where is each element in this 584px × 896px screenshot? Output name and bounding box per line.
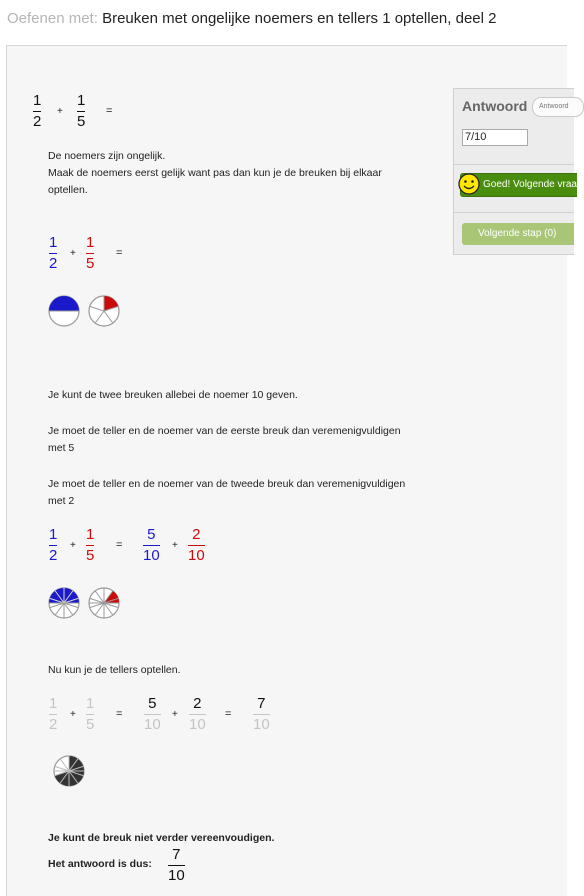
step2-fraction-1 — [49, 526, 57, 565]
problem-fraction-2 — [77, 92, 85, 131]
numerator: 1 — [49, 234, 58, 251]
step3-fraction-4 — [189, 695, 206, 734]
denominator: 5 — [86, 547, 95, 564]
equals-sign: = — [106, 105, 113, 117]
plus-sign: + — [70, 709, 76, 720]
divider — [454, 164, 574, 165]
equals-sign: = — [225, 708, 232, 720]
header-bar — [0, 0, 562, 34]
numerator: 5 — [148, 695, 157, 712]
step2-line: Je moet de teller en de noemer van de tweede breuk dan veremenigvuldigen — [48, 478, 406, 490]
equals-sign: = — [116, 247, 123, 259]
numerator: 1 — [77, 92, 86, 109]
numerator: 2 — [193, 695, 202, 712]
step1-fraction-1 — [49, 234, 57, 273]
half-pie-icon — [48, 295, 82, 329]
exercise-title — [7, 10, 496, 27]
step3-fraction-3 — [144, 695, 161, 734]
denominator: 10 — [144, 716, 161, 733]
plus-sign: + — [172, 540, 178, 551]
numerator: 1 — [86, 695, 95, 712]
step2-fraction-3 — [143, 526, 160, 565]
step3-fraction-1 — [49, 695, 57, 734]
problem-fraction-1 — [33, 92, 41, 131]
correct-next-question-button[interactable]: Goed! Volgende vraag — [460, 173, 577, 197]
step3-fraction-2 — [86, 695, 94, 734]
step1-fraction-2 — [86, 234, 94, 273]
numerator: 1 — [33, 92, 42, 109]
step2-line: met 2 — [48, 495, 75, 507]
equals-sign: = — [116, 708, 123, 720]
final-answer-fraction — [168, 846, 185, 885]
plus-sign: + — [70, 540, 76, 551]
step1-text — [48, 148, 382, 199]
exercise-prefix: Oefenen met: — [7, 10, 98, 27]
answer-mode-chip[interactable]: Antwoord — [532, 97, 584, 117]
numerator: 2 — [192, 526, 201, 543]
denominator: 10 — [189, 716, 206, 733]
divider — [454, 212, 574, 213]
answer-title: Antwoord — [462, 98, 528, 114]
fifth-pie-icon — [88, 295, 122, 329]
conclusion-answer-label: Het antwoord is dus: — [48, 858, 152, 870]
denominator: 10 — [253, 716, 270, 733]
plus-sign: + — [57, 106, 63, 117]
denominator: 10 — [188, 547, 205, 564]
two-tenths-pie-icon — [88, 587, 122, 621]
numerator: 5 — [147, 526, 156, 543]
step3-text: Nu kun je de tellers optellen. — [48, 664, 181, 676]
denominator: 10 — [143, 547, 160, 564]
equals-sign: = — [116, 539, 123, 551]
numerator: 1 — [86, 526, 95, 543]
step1-line: optellen. — [48, 184, 88, 196]
step2-fraction-2 — [86, 526, 94, 565]
denominator: 10 — [168, 867, 185, 884]
denominator: 2 — [49, 547, 58, 564]
denominator: 5 — [86, 716, 95, 733]
step1-line: De noemers zijn ongelijk. — [48, 150, 166, 162]
plus-sign: + — [172, 709, 178, 720]
five-tenths-pie-icon — [48, 587, 82, 621]
step2-text-2 — [48, 423, 401, 457]
step2-line: Je moet de teller en de noemer van de eerste breuk dan veremenigvuldigen — [48, 425, 401, 437]
denominator: 2 — [49, 716, 58, 733]
step1-line: Maak de noemers eerst gelijk want pas dan kun je de breuken bij elkaar — [48, 167, 382, 179]
step2-fraction-4 — [188, 526, 205, 565]
next-step-button[interactable]: Volgende stap (0) — [462, 223, 574, 245]
step2-text-3 — [48, 476, 405, 510]
denominator: 5 — [86, 255, 95, 272]
conclusion-text: Je kunt de breuk niet verder vereenvoudigen. — [48, 832, 275, 844]
seven-tenths-pie-icon — [53, 755, 87, 789]
smiley-icon — [458, 173, 480, 195]
answer-panel — [453, 88, 583, 255]
numerator: 7 — [257, 695, 266, 712]
exercise-name: Breuken met ongelijke noemers en tellers 1 optellen, deel 2 — [102, 10, 497, 27]
plus-sign: + — [70, 248, 76, 259]
numerator: 1 — [49, 695, 58, 712]
denominator: 2 — [33, 113, 42, 130]
step2-text-1: Je kunt de twee breuken allebei de noemer 10 geven. — [48, 389, 298, 401]
step2-line: met 5 — [48, 442, 75, 454]
denominator: 2 — [49, 255, 58, 272]
denominator: 5 — [77, 113, 86, 130]
numerator: 7 — [172, 846, 181, 863]
numerator: 1 — [49, 526, 58, 543]
numerator: 1 — [86, 234, 95, 251]
step3-result-fraction — [253, 695, 270, 734]
answer-input[interactable] — [462, 129, 528, 146]
